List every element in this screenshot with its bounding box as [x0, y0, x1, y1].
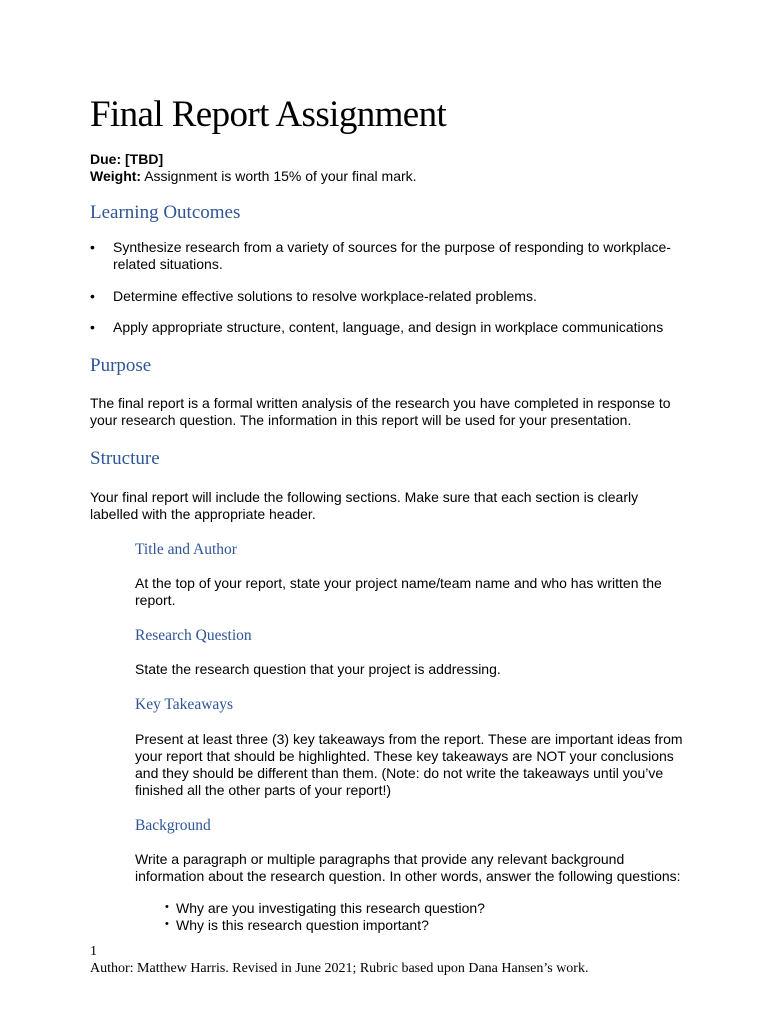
assignment-meta [90, 151, 690, 185]
list-item-text: Synthesize research from a variety of sources for the purpose of responding to workplace-related situations. [113, 239, 671, 272]
list-item [90, 288, 690, 305]
list-item-text: Determine effective solutions to resolve workplace-related problems. [113, 288, 537, 304]
background-text: Write a paragraph or multiple paragraphs that provide any relevant background information about the research question. In other words, answer the following questions: [135, 851, 681, 884]
learning-outcomes-list [90, 239, 690, 336]
list-item [165, 917, 690, 934]
title-author-heading: Title and Author [135, 541, 237, 558]
background-heading: Background [135, 817, 211, 834]
structure-heading: Structure [90, 448, 160, 469]
structure-intro: Your final report will include the following sections. Make sure that each section is clearly labelled with the appropriate header. [90, 489, 639, 522]
due-line [90, 151, 690, 168]
weight-value: Assignment is worth 15% of your final mark. [144, 168, 417, 184]
learning-outcomes-heading: Learning Outcomes [90, 202, 241, 223]
weight-label: Weight: [90, 168, 142, 184]
research-question-text: State the research question that your project is addressing. [135, 661, 501, 677]
bullet-icon: • [90, 319, 95, 335]
footer-author-line: Author: Matthew Harris. Revised in June 2021; Rubric based upon Dana Hansen’s work. [90, 961, 589, 976]
background-questions [165, 900, 690, 934]
list-item [90, 319, 690, 336]
bullet-icon: • [165, 918, 169, 930]
list-item [90, 239, 690, 273]
due-label: Due: [90, 151, 122, 167]
document-body [90, 92, 690, 934]
list-item-text: Apply appropriate structure, content, language, and design in workplace communications [113, 319, 664, 335]
key-takeaways-heading: Key Takeaways [135, 696, 234, 713]
purpose-heading: Purpose [90, 355, 152, 376]
purpose-text: The final report is a formal written analysis of the research you have completed in response to your research question. The information in this report will be used for your presentation. [90, 395, 671, 428]
list-item [165, 900, 690, 917]
bullet-icon: • [90, 239, 95, 255]
bullet-icon: • [165, 901, 169, 913]
list-item-text: Why are you investigating this research question? [176, 900, 485, 916]
title-author-text: At the top of your report, state your project name/team name and who has written the report. [135, 575, 662, 608]
structure-sections [135, 540, 690, 934]
key-takeaways-text: Present at least three (3) key takeaways from the report. These are important ideas from your report that should be highlighted. These key takeaways are NOT your conclusions and they should be different than them. (Note: do not write the takeaways until you’ve finished all the other parts of your report!) [135, 731, 683, 798]
due-value: [TBD] [125, 151, 164, 167]
research-question-heading: Research Question [135, 627, 252, 644]
bullet-icon: • [90, 288, 95, 304]
weight-line [90, 168, 690, 185]
page-number: 1 [90, 944, 97, 959]
page-footer [90, 943, 588, 977]
document-title: Final Report Assignment [90, 94, 447, 135]
list-item-text: Why is this research question important? [176, 917, 429, 933]
